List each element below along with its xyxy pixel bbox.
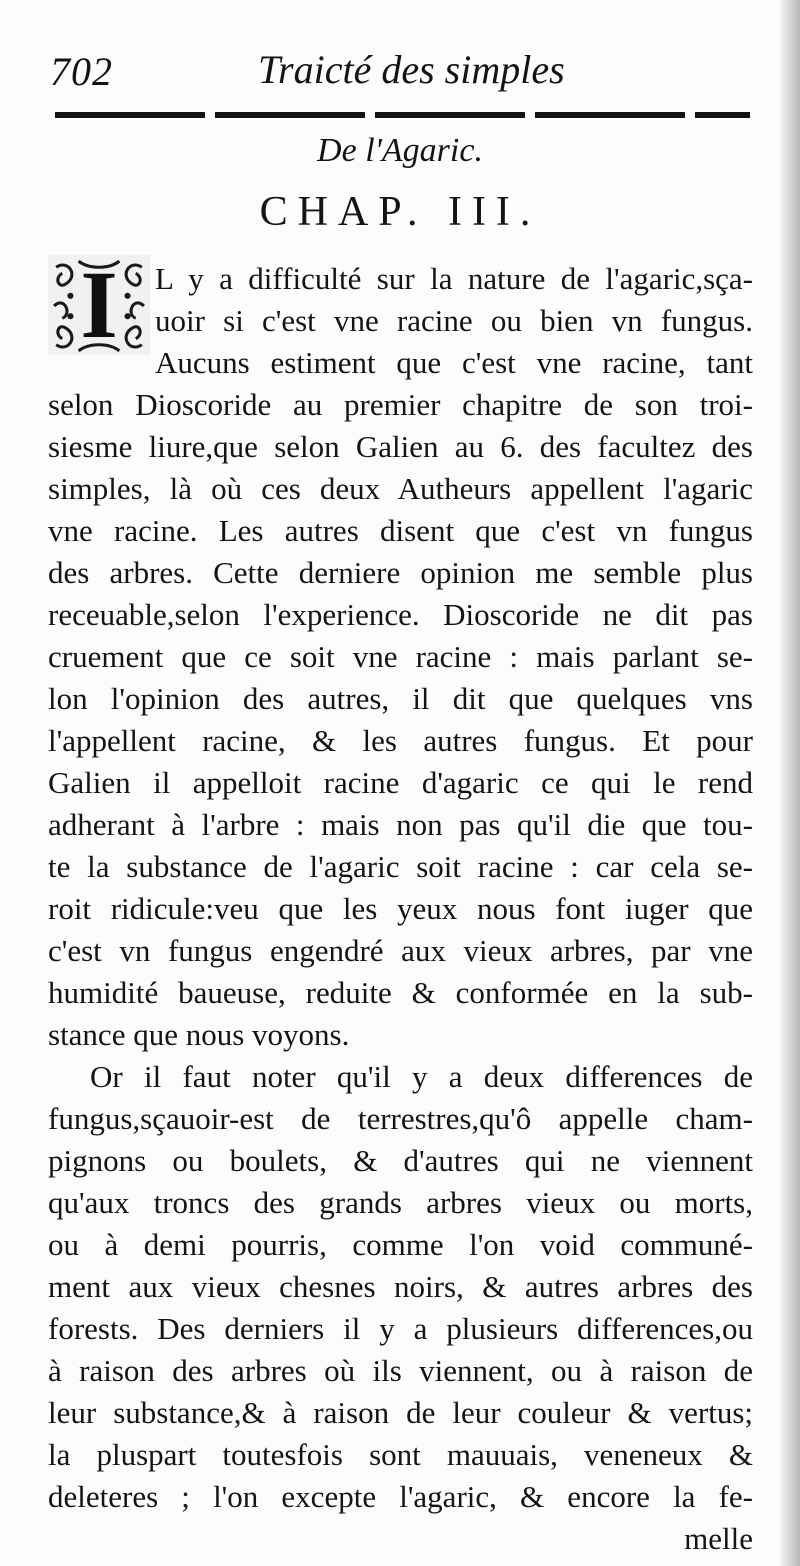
drop-cap-letter: I [80,251,118,358]
page-number: 702 [50,49,113,94]
text-line: c'est vn fungus engendré aux vieux arbres, par vne [48,933,753,968]
section-title: De l'Agaric. [317,132,483,169]
text-line: Galien il appelloit racine d'agaric ce qui le rend [48,765,753,800]
text-line: humidité baueuse, reduite & conformée en la sub- [48,975,753,1010]
text-line: fungus,sçauoir-est de terrestres,qu'ô appelle cham- [48,1101,753,1136]
text-line: la pluspart toutesfois sont mauuais, veneneux & [48,1437,753,1472]
text-line: cruement que ce soit vne racine : mais parlant se- [48,639,753,674]
text-line: stance que nous voyons. [48,1017,350,1052]
text-line: simples, là où ces deux Autheurs appellent l'agaric [48,471,753,506]
header-rule [55,112,750,118]
text-line: l'appellent racine, & les autres fungus. Et pour [48,723,753,758]
text-line: siesme liure,que selon Galien au 6. des facultez des [48,429,753,464]
text-line: L y a difficulté sur la nature de l'agaric,sça- [155,261,753,296]
text-line: vne racine. Les autres disent que c'est vn fungus [48,513,753,548]
text-line: à raison des arbres où ils viennent, ou à raison de [48,1353,753,1388]
text-line: leur substance,& à raison de leur couleur & vertus; [48,1395,753,1430]
text-line: uoir si c'est vne racine ou bien vn fungus. [155,303,753,338]
text-line: qu'aux troncs des grands arbres vieux ou morts, [48,1185,753,1220]
text-line: deleteres ; l'on excepte l'agaric, & encore la fe- [48,1479,753,1514]
running-head: Traicté des simples [258,47,565,92]
body-text [48,251,753,1560]
text-line: receuable,selon l'experience. Dioscoride ne dit pas [48,597,753,632]
chapter-heading: CHAP. III. [259,189,541,235]
text-line: roit ridicule:veu que les yeux nous font iuger que [48,891,753,926]
page-header [50,40,750,110]
text-line: forests. Des derniers il y a plusieurs differences,ou [48,1311,753,1346]
text-line: Or il faut noter qu'il y a deux differences de [90,1059,753,1094]
text-line: Aucuns estiment que c'est vne racine, tant [155,345,753,380]
text-line: adherant à l'arbre : mais non pas qu'il die que tou- [48,807,753,842]
text-line: pignons ou boulets, & d'autres qui ne viennent [48,1143,753,1178]
text-line: des arbres. Cette derniere opinion me semble plus [48,555,753,590]
text-line: ou à demi pourris, comme l'on void communé- [48,1227,753,1262]
catchword: melle [684,1521,753,1556]
text-line: te la substance de l'agaric soit racine : car cela se- [48,849,753,884]
text-line: selon Dioscoride au premier chapitre de son troi- [48,387,753,422]
text-line: ment aux vieux chesnes noirs, & autres arbres des [48,1269,753,1304]
text-line: lon l'opinion des autres, il dit que quelques vns [48,681,753,716]
